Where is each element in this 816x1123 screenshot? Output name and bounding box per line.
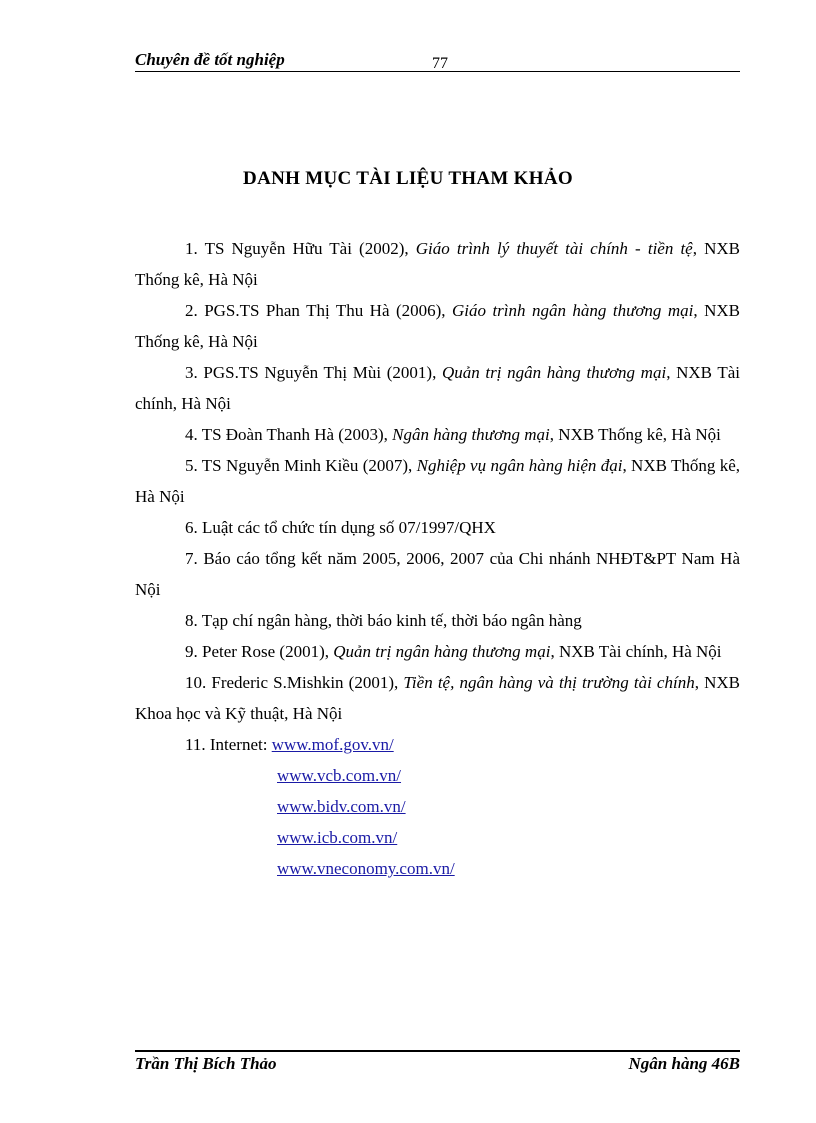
link-mof[interactable]: www.mof.gov.vn/ xyxy=(271,735,394,754)
page-title: DANH MỤC TÀI LIỆU THAM KHẢO xyxy=(243,168,573,189)
reference-item: 2. PGS.TS Phan Thị Thu Hà (2006), Giáo trình ngân hàng thương mại, NXB Thống kê, Hà Nội xyxy=(135,301,740,351)
internet-label: 11. Internet: xyxy=(185,735,272,754)
link-row xyxy=(135,760,740,791)
footer-author: Trần Thị Bích Thảo xyxy=(135,1054,277,1073)
reference-item: 8. Tạp chí ngân hàng, thời báo kinh tế, thời báo ngân hàng xyxy=(185,611,582,630)
reference-item: 4. TS Đoàn Thanh Hà (2003), Ngân hàng thương mại, NXB Thống kê, Hà Nội xyxy=(185,425,721,444)
header-title: Chuyên đề tốt nghiệp xyxy=(135,50,285,69)
link-icb[interactable]: www.icb.com.vn/ xyxy=(277,828,398,847)
link-row xyxy=(135,853,740,884)
footer-class: Ngân hàng 46B xyxy=(628,1054,740,1073)
link-row xyxy=(135,791,740,822)
reference-item: 10. Frederic S.Mishkin (2001), Tiền tệ, ngân hàng và thị trường tài chính, NXB Khoa học và Kỹ thuật, Hà Nội xyxy=(135,673,740,723)
reference-item: 9. Peter Rose (2001), Quản trị ngân hàng thương mại, NXB Tài chính, Hà Nội xyxy=(185,642,722,661)
footer-divider xyxy=(135,1050,740,1052)
reference-item: 1. TS Nguyễn Hữu Tài (2002), Giáo trình lý thuyết tài chính - tiền tệ, NXB Thống kê, Hà Nội xyxy=(135,239,740,289)
reference-list xyxy=(135,233,740,884)
internet-links xyxy=(135,729,740,884)
reference-item: 7. Báo cáo tổng kết năm 2005, 2006, 2007 của Chi nhánh NHĐT&PT Nam Hà Nội xyxy=(135,549,740,599)
reference-item: 3. PGS.TS Nguyễn Thị Mùi (2001), Quản trị ngân hàng thương mại, NXB Tài chính, Hà Nội xyxy=(135,363,740,413)
header-divider xyxy=(135,71,740,72)
link-row xyxy=(135,822,740,853)
link-vneconomy[interactable]: www.vneconomy.com.vn/ xyxy=(277,859,455,878)
reference-item: 6. Luật các tổ chức tín dụng số 07/1997/QHX xyxy=(185,518,496,537)
reference-item: 5. TS Nguyễn Minh Kiều (2007), Nghiệp vụ ngân hàng hiện đại, NXB Thống kê, Hà Nội xyxy=(135,456,741,506)
link-bidv[interactable]: www.bidv.com.vn/ xyxy=(277,797,406,816)
page-number: 77 xyxy=(432,55,448,72)
link-vcb[interactable]: www.vcb.com.vn/ xyxy=(277,766,402,785)
reference-item-internet xyxy=(135,729,740,760)
